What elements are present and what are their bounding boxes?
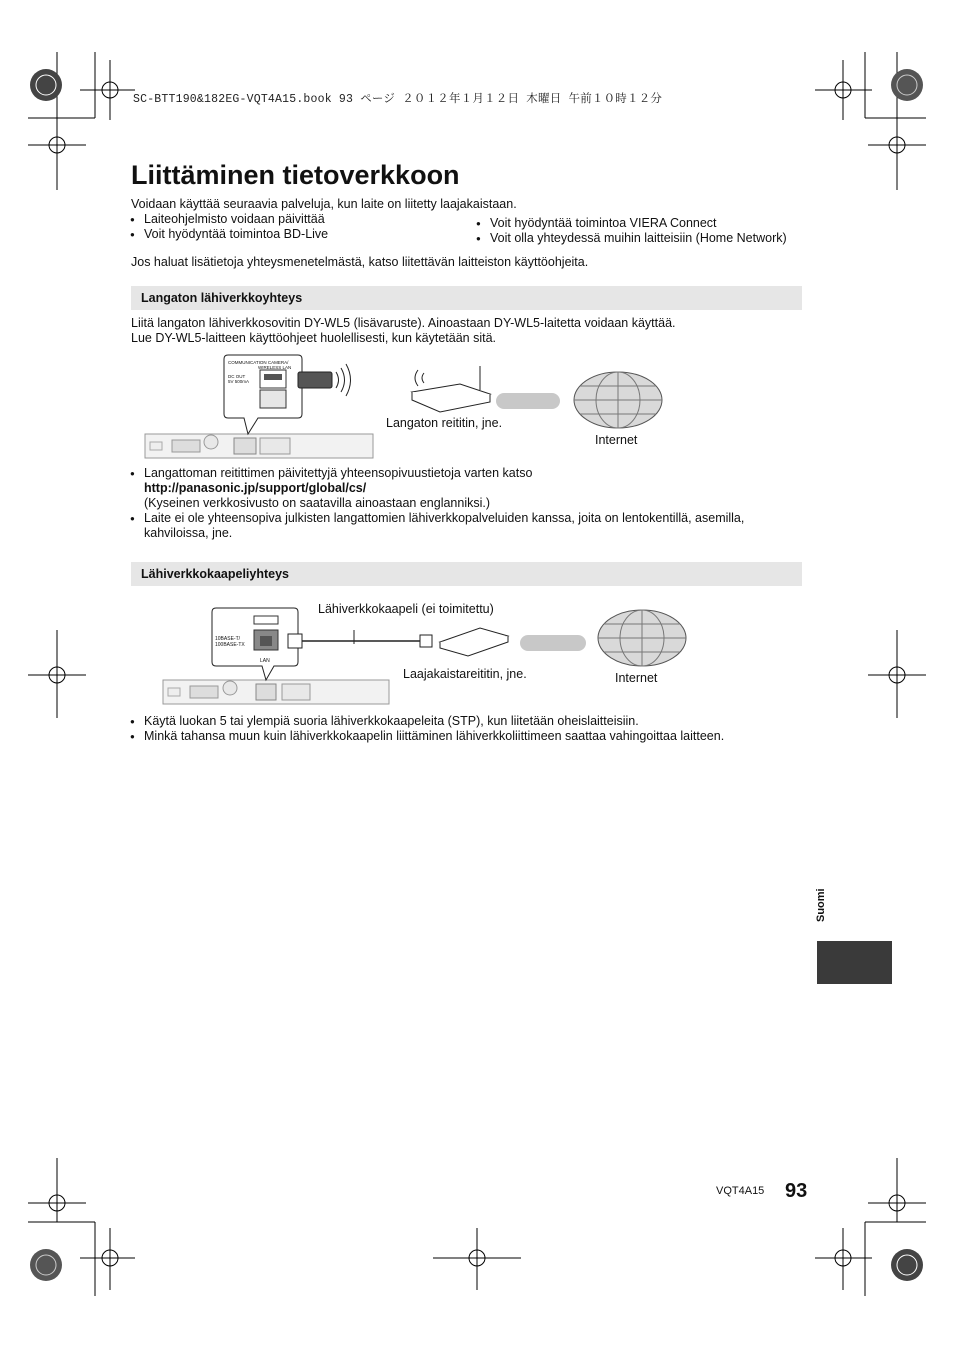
lan-cable-label: Lähiverkkokaapeli (ei toimitettu) <box>318 602 494 616</box>
port-label-100base: 100BASE-TX <box>215 642 245 648</box>
section-heading-wireless: Langaton lähiverkkoyhteys <box>141 291 303 305</box>
wireless-bullet-1-note: (Kyseinen verkkosivusto on saatavilla ainoastaan englanniksi.) <box>144 496 491 510</box>
intro-bullet-left-1: ● Laiteohjelmisto voidaan päivittää <box>144 212 325 227</box>
wireless-text-2: Lue DY-WL5-laitteen käyttöohjeet huolellisesti, kun käytetään sitä. <box>131 331 497 345</box>
page-title: Liittäminen tietoverkkoon <box>131 160 460 190</box>
model-code: VQT4A15 <box>716 1185 765 1197</box>
wired-bullet-2: ● Minkä tahansa muun kuin lähiverkkokaapelin liittäminen lähiverkkoliittimeen saattaa vahingoittaa laitteen. <box>144 729 724 744</box>
printer-slug-line: SC-BTT190&182EG-VQT4A15.book 93 ページ ２０１２年１月１２日 木曜日 午前１０時１２分 <box>133 93 663 106</box>
wired-diagram <box>158 600 698 708</box>
intro-note: Jos haluat lisätietoja yhteysmenetelmästä, katso liitettävän laitteiston käyttöohjeita. <box>131 255 589 269</box>
lan-port-labels <box>215 636 245 648</box>
language-side-label: Suomi <box>815 888 827 922</box>
wireless-bullet-2-cont: kahviloissa, jne. <box>144 526 233 540</box>
port-label-10base: 10BASE-T/ <box>215 636 241 642</box>
port-label-communication: COMMUNICATION CAMERA/ <box>228 360 289 365</box>
section-header-wireless <box>131 286 802 310</box>
wireless-internet-label: Internet <box>595 433 638 447</box>
intro-bullet-right-2: ● Voit olla yhteydessä muihin laitteisiin (Home Network) <box>490 231 787 246</box>
wireless-bullet-1: ● Langattoman reitittimen päivitettyjä yhteensopivuustietoja varten katso <box>144 466 532 481</box>
wlan-port-labels <box>228 360 298 384</box>
intro-bullet-right-1: ● Voit hyödyntää toimintoa VIERA Connect <box>490 216 717 231</box>
wired-internet-label: Internet <box>615 671 658 685</box>
section-heading-wired: Lähiverkkokaapeliyhteys <box>141 567 289 581</box>
wireless-text-1: Liitä langaton lähiverkkosovitin DY-WL5 (lisävaruste). Ainoastaan DY-WL5-laitetta voidaan käyttää. <box>131 316 676 330</box>
intro-bullet-left-2: ● Voit hyödyntää toimintoa BD-Live <box>144 227 328 242</box>
broadband-router-label: Laajakaistareititin, jne. <box>403 667 527 681</box>
wireless-router-label: Langaton reititin, jne. <box>386 416 503 430</box>
port-label-wireless-lan: WIRELESS LAN <box>258 365 292 370</box>
section-header-wired <box>131 562 802 586</box>
port-label-dc-out: DC OUT <box>228 374 246 379</box>
language-tab-marker <box>817 941 892 984</box>
port-label-lan: LAN <box>260 658 270 664</box>
port-label-voltage: 5V 500mA <box>228 379 250 384</box>
page-number: 93 <box>785 1180 808 1202</box>
panasonic-support-url: http://panasonic.jp/support/global/cs/ <box>144 481 367 495</box>
intro-text: Voidaan käyttää seuraavia palveluja, kun laite on liitetty laajakaistaan. <box>131 197 517 211</box>
wired-bullet-1: ● Käytä luokan 5 tai ylempiä suoria lähiverkkokaapeleita (STP), kun liitetään oheislaitteisiin. <box>144 714 639 729</box>
wireless-bullet-2: ● Laite ei ole yhteensopiva julkisten langattomien lähiverkkopalveluiden kanssa, joita on lentokentillä, asemilla, <box>144 511 744 526</box>
